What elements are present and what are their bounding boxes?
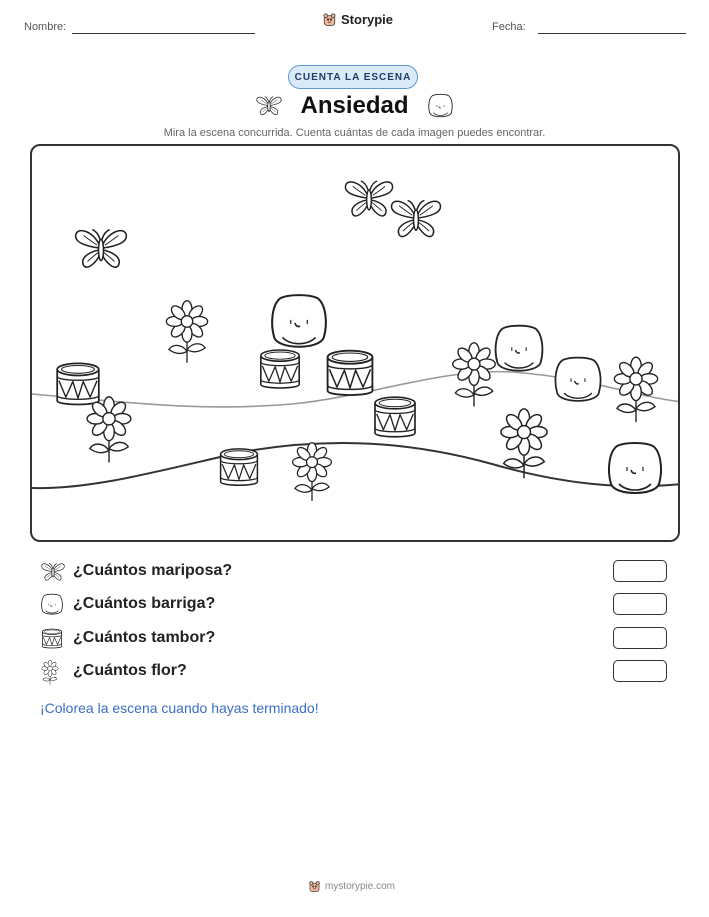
instructions: Mira la escena concurrida. Cuenta cuántas de cada imagen puedes encontrar. bbox=[163, 127, 546, 139]
butterfly-1 bbox=[76, 230, 127, 268]
question-text: ¿Cuántos flor? bbox=[73, 662, 187, 679]
flower-3 bbox=[453, 343, 496, 407]
flower-2 bbox=[87, 397, 131, 463]
site-url: mystorypie.com bbox=[325, 881, 396, 892]
answer-box-flower[interactable] bbox=[613, 660, 667, 682]
date-label: Fecha: bbox=[492, 21, 526, 33]
scene-panel bbox=[30, 144, 680, 542]
hill-line-front bbox=[32, 443, 680, 488]
question-text: ¿Cuántos tambor? bbox=[73, 629, 216, 646]
question-row-flower bbox=[40, 660, 670, 686]
brand-logo bbox=[322, 12, 393, 27]
belly-1 bbox=[272, 295, 326, 347]
flower-1 bbox=[166, 301, 207, 363]
drum-2 bbox=[261, 350, 299, 388]
coloring-instruction: ¡Colorea la escena cuando hayas terminado! bbox=[40, 700, 319, 716]
name-label: Nombre: bbox=[24, 21, 67, 33]
drum-3 bbox=[328, 351, 373, 395]
question-text: ¿Cuántos barriga? bbox=[73, 595, 216, 612]
belly-icon bbox=[40, 593, 64, 617]
belly-2 bbox=[496, 326, 543, 371]
answer-box-belly[interactable] bbox=[613, 593, 667, 615]
activity-badge: CUENTA LA ESCENA bbox=[288, 65, 418, 89]
question-text: ¿Cuántos mariposa? bbox=[73, 562, 233, 579]
flower-4 bbox=[614, 357, 657, 422]
name-line[interactable] bbox=[72, 33, 255, 34]
butterfly-icon bbox=[40, 560, 66, 584]
mascot-icon bbox=[322, 12, 337, 27]
belly-4 bbox=[609, 443, 661, 493]
drum-5 bbox=[221, 449, 258, 485]
answer-box-butterfly[interactable] bbox=[613, 560, 667, 582]
belly-3 bbox=[555, 358, 600, 401]
question-row-drum bbox=[40, 627, 670, 653]
answer-box-drum[interactable] bbox=[613, 627, 667, 649]
scene-illustration bbox=[32, 146, 680, 542]
drum-1 bbox=[57, 363, 99, 404]
brand-name: Storypie bbox=[341, 12, 394, 27]
drum-4 bbox=[375, 397, 415, 437]
question-row-butterfly bbox=[40, 560, 670, 586]
date-line[interactable] bbox=[538, 33, 686, 34]
belly-icon bbox=[427, 93, 454, 120]
mascot-icon bbox=[308, 880, 321, 893]
page-title: Ansiedad bbox=[300, 92, 409, 119]
butterfly-2 bbox=[345, 181, 392, 216]
flower-6 bbox=[293, 443, 332, 501]
flower-icon bbox=[40, 660, 60, 686]
footer-site bbox=[308, 880, 395, 893]
drum-icon bbox=[40, 627, 64, 651]
butterfly-3 bbox=[392, 200, 441, 236]
question-row-belly bbox=[40, 593, 670, 619]
